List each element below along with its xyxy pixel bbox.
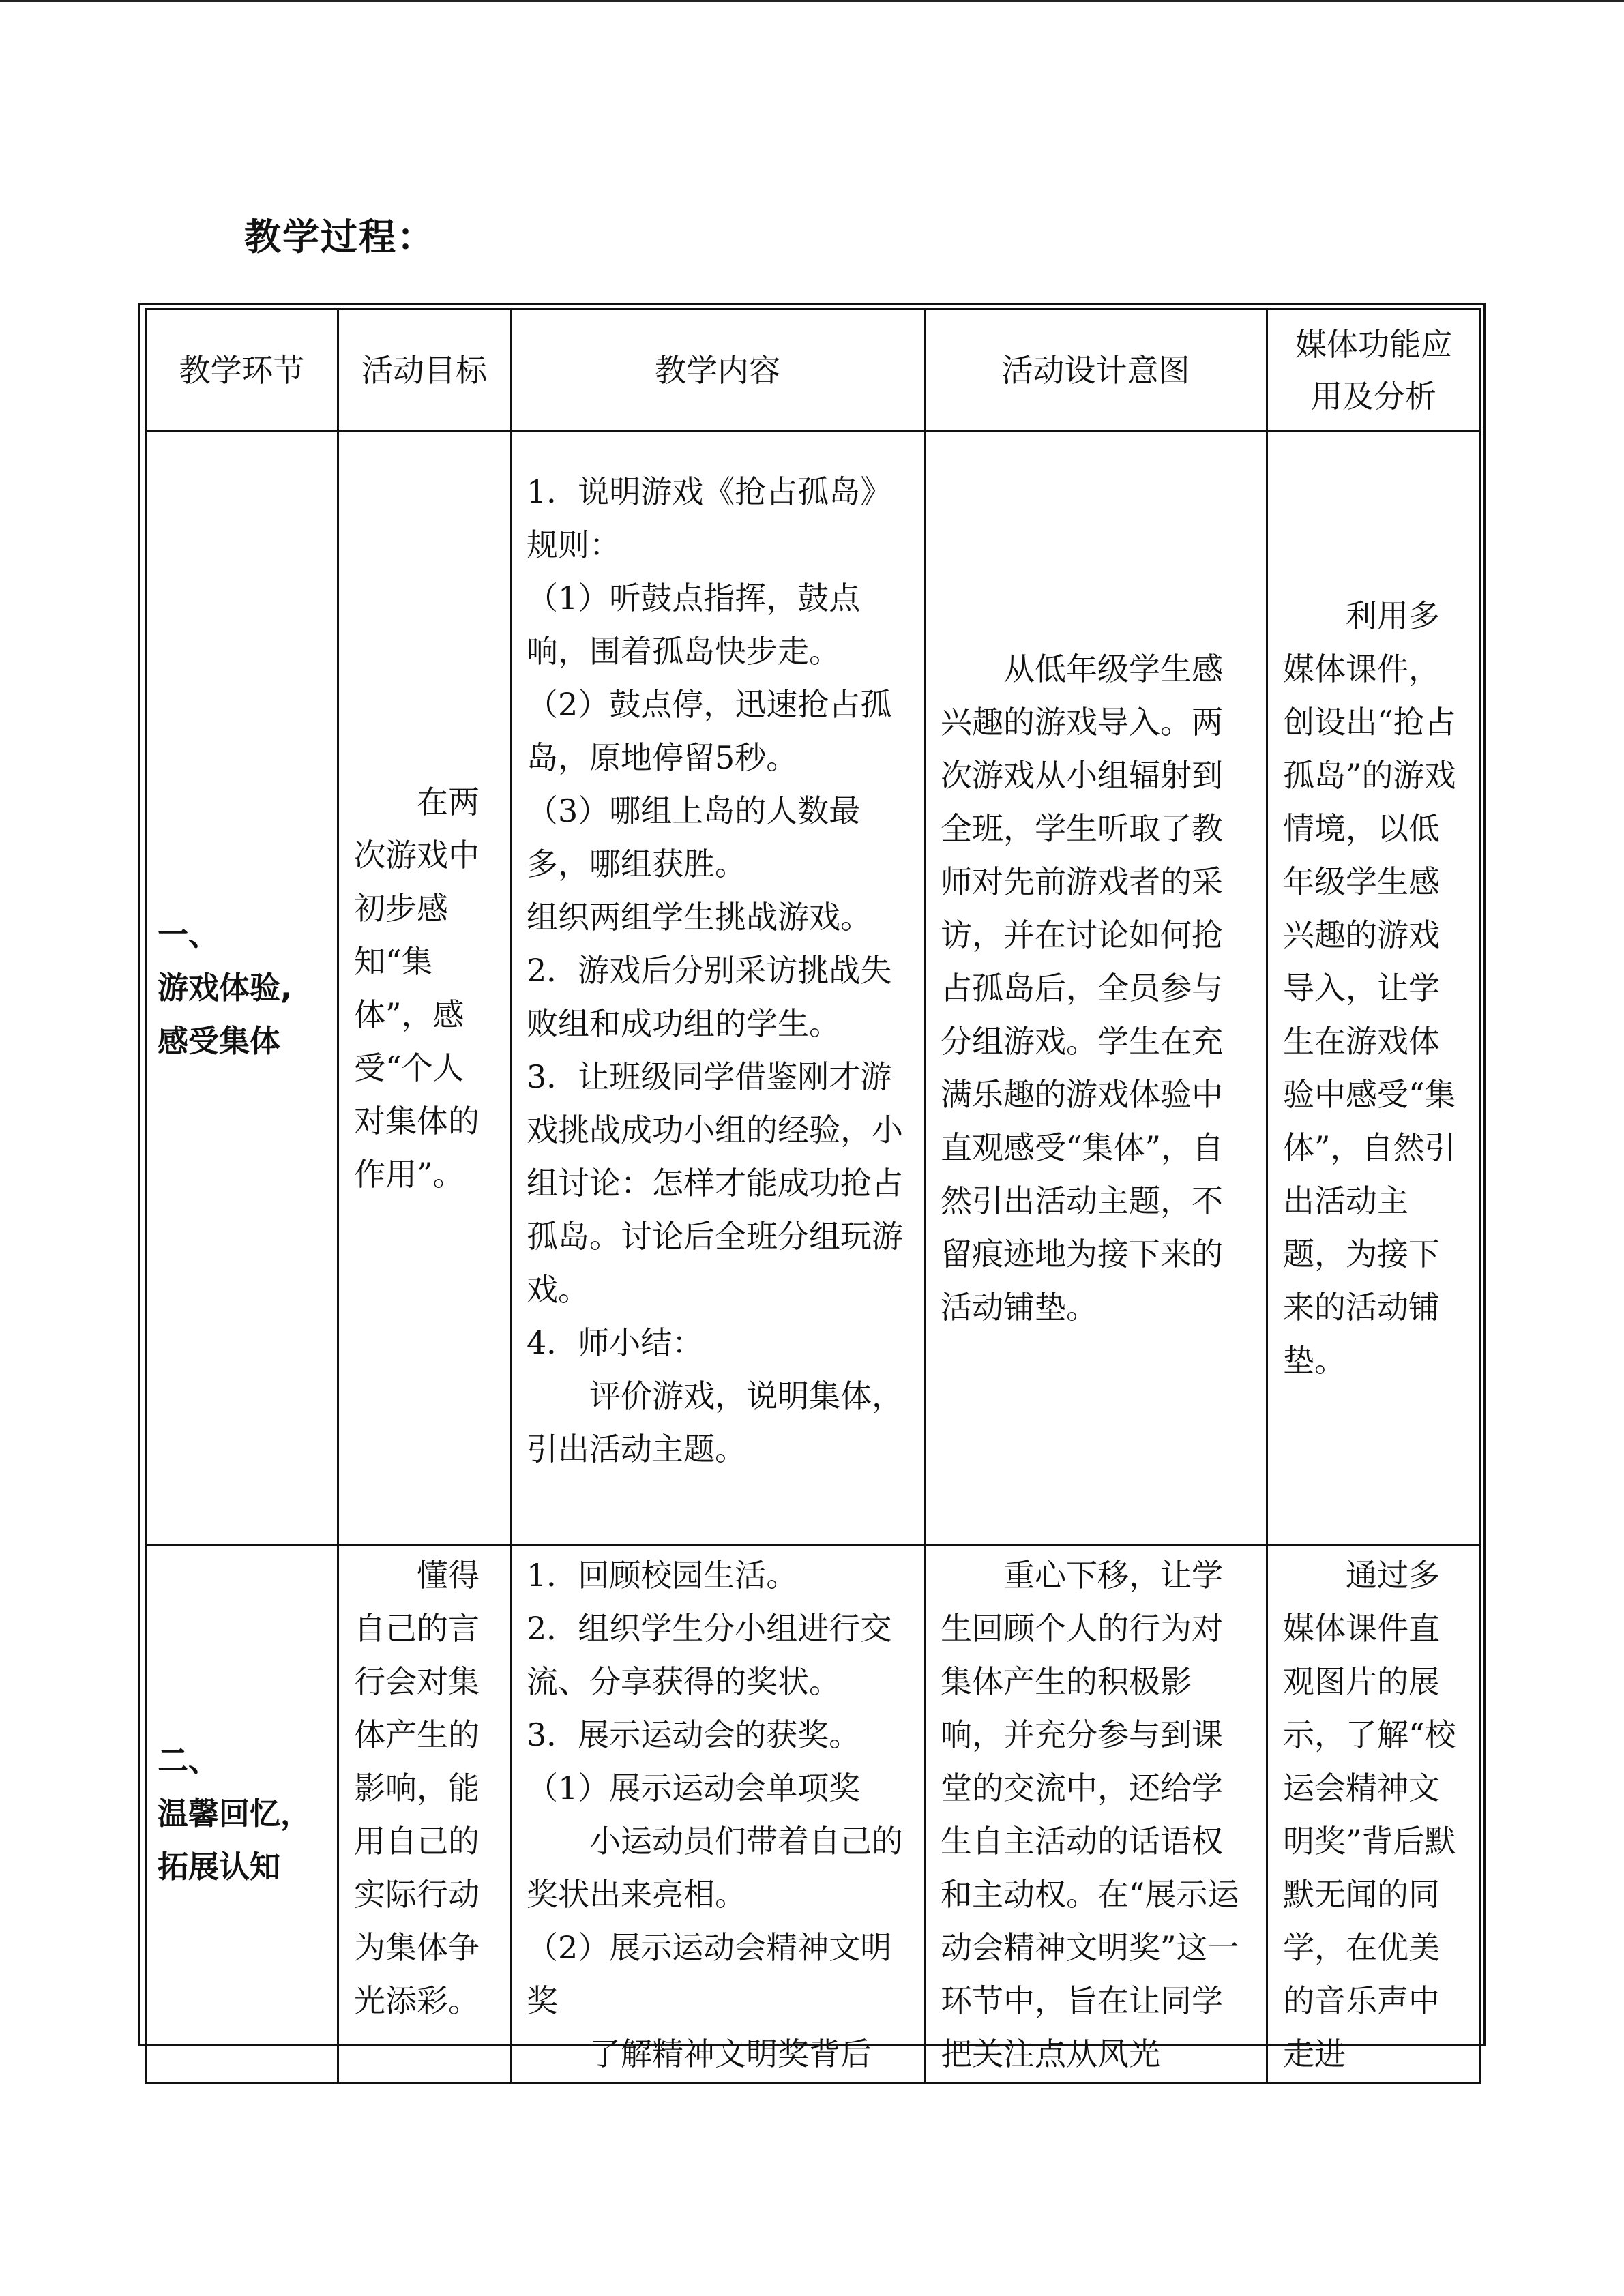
content-line: （3）哪组上岛的人数最多，哪组获胜。 [527, 792, 861, 882]
content-line: 小运动员们带着自己的奖状出来亮相。 [527, 1823, 903, 1913]
stage-number: 一、 [158, 916, 220, 953]
media-text: 通过多媒体课件直观图片的展示，了解“校运会精神文明奖”背后默默无闻的同学，在优美的音乐声中走进 [1283, 1557, 1456, 2072]
table-header-row [146, 310, 1481, 432]
intent-text: 从低年级学生感兴趣的游戏导入。两次游戏从小组辐射到全班，学生听取了教师对先前游戏者的采访，并在讨论如何抢占孤岛后，全员参与分组游戏。学生在充满乐趣的游戏体验中直观感受“集体”，自然引出活动主题，不留痕迹地为接下来的活动铺垫。 [941, 651, 1224, 1326]
stage-name-line1: 温馨回忆， [158, 1795, 312, 1832]
stage-name-line2: 拓展认知 [158, 1849, 281, 1885]
stage-number: 二、 [158, 1742, 220, 1778]
page-top-rule [0, 0, 1624, 2]
content-line: 组织两组学生挑战游戏。 [527, 899, 872, 936]
intent-cell [925, 1545, 1267, 2083]
table-row [146, 432, 1481, 1545]
header-goal: 活动目标 [338, 310, 511, 432]
content-line: 3．展示运动会的获奖。 [527, 1716, 861, 1753]
content-line: 1．回顾校园生活。 [527, 1557, 798, 1594]
content-cell [511, 1545, 925, 2083]
intent-text: 重心下移，让学生回顾个人的行为对集体产生的积极影响，并充分参与到课堂的交流中，还给学生自主活动的话语权和主动权。在“展示运动会精神文明奖”这一环节中，旨在让同学把关注点从风光 [941, 1557, 1239, 2072]
stage-name-line2: 感受集体 [158, 1023, 281, 1059]
goal-cell [338, 432, 511, 1545]
content-line: （2）鼓点停，迅速抢占孤岛，原地停留5秒。 [527, 686, 892, 776]
goal-text: 懂得自己的言行会对集体产生的影响，能用自己的实际行动为集体争光添彩。 [354, 1557, 479, 2019]
content-line: 2．游戏后分别采访挑战失败组和成功组的学生。 [527, 952, 892, 1042]
content-line: 2．组织学生分小组进行交流、分享获得的奖状。 [527, 1610, 892, 1700]
goal-text: 在两次游戏中初步感知“集体”，感受“个人对集体的作用”。 [354, 784, 479, 1193]
header-media: 媒体功能应用及分析 [1267, 310, 1481, 432]
header-stage: 教学环节 [146, 310, 338, 432]
stage-cell [146, 432, 338, 1545]
content-line: （1）展示运动会单项奖 [527, 1770, 861, 1806]
content-line: 3．让班级同学借鉴刚才游戏挑战成功小组的经验，小组讨论：怎样才能成功抢占孤岛。讨论后全班分组玩游戏。 [527, 1058, 903, 1308]
media-text: 利用多媒体课件，创设出“抢占孤岛”的游戏情境，以低年级学生感兴趣的游戏导入，让学生在游戏体验中感受“集体”，自然引出活动主题，为接下来的活动铺垫。 [1283, 597, 1456, 1379]
content-line: 了解精神文明奖背后 [589, 2036, 872, 2072]
content-line: 4．师小结： [527, 1324, 704, 1361]
stage-name-line1: 游戏体验, [158, 970, 293, 1006]
header-content: 教学内容 [511, 310, 925, 432]
section-title: 教学过程： [244, 215, 435, 258]
header-intent: 活动设计意图 [925, 310, 1267, 432]
content-cell [511, 432, 925, 1545]
content-line: 评价游戏，说明集体，引出活动主题。 [527, 1377, 903, 1467]
goal-cell [338, 1545, 511, 2083]
intent-cell [925, 432, 1267, 1545]
content-line: 1．说明游戏《抢占孤岛》规则： [527, 473, 892, 563]
teaching-process-table [145, 308, 1481, 2084]
table-row [146, 1545, 1481, 2083]
content-line: （2）展示运动会精神文明奖 [527, 1929, 892, 2019]
stage-cell [146, 1545, 338, 2083]
media-cell [1267, 432, 1481, 1545]
content-line: （1）听鼓点指挥，鼓点响，围着孤岛快步走。 [527, 580, 861, 670]
media-cell [1267, 1545, 1481, 2083]
